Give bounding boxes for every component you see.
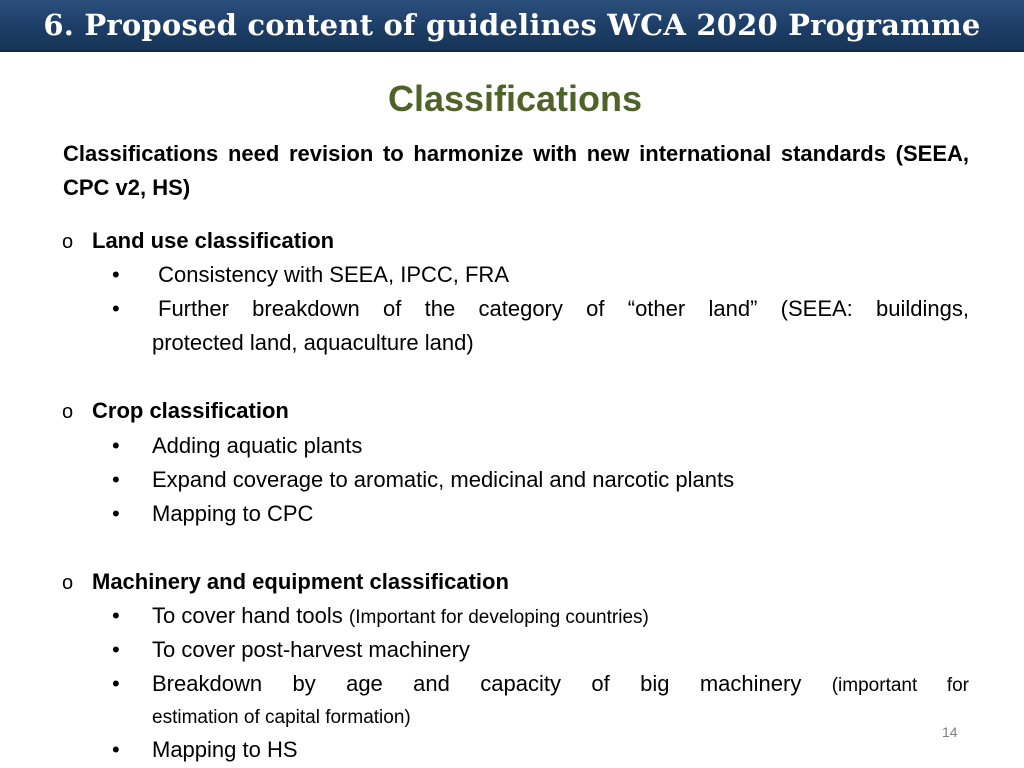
slide-title: 6. Proposed content of guidelines WCA 2020 Programme <box>43 8 981 42</box>
section-title: Classifications <box>387 78 643 119</box>
list-item-text: Further breakdown of the category of “other land” (SEEA: buildings, <box>158 296 969 321</box>
list-item-text <box>112 599 969 635</box>
list-item <box>112 497 969 531</box>
list-item-text: Mapping to CPC <box>152 501 314 526</box>
group-label: Crop classification <box>92 398 289 423</box>
bullet-icon: • <box>112 501 120 526</box>
group-label: Machinery and equipment classification <box>92 569 509 594</box>
list-item <box>112 258 969 292</box>
group-crop <box>62 394 289 429</box>
item-note: (important for <box>831 675 969 696</box>
list-item <box>112 292 969 360</box>
group-land-use <box>62 224 334 259</box>
list-item <box>112 633 969 667</box>
list-item <box>112 429 969 463</box>
list-item-text: Mapping to HS <box>152 737 298 762</box>
bullet-icon: • <box>112 296 120 321</box>
item-note: (Important for developing countries) <box>348 607 649 628</box>
bullet-icon: • <box>112 262 120 287</box>
circle-bullet-icon: o <box>62 231 74 253</box>
list-item-text <box>112 667 969 703</box>
list-item-continuation: estimation of capital formation) <box>152 707 411 728</box>
list-item-text: Consistency with SEEA, IPCC, FRA <box>152 262 509 287</box>
list-item <box>112 733 969 767</box>
group-label: Land use classification <box>92 228 335 253</box>
group-machinery <box>62 565 509 600</box>
intro-text: Classifications need revision to harmonize with new international standards (SEEA, CPC v2, HS) <box>63 141 969 200</box>
list-item-continuation: protected land, aquaculture land) <box>152 330 474 355</box>
bullet-icon: • <box>112 737 120 762</box>
circle-bullet-icon: o <box>62 572 74 594</box>
list-item <box>112 599 969 635</box>
bullet-icon: • <box>112 671 120 696</box>
page-number: 14 <box>942 724 958 740</box>
circle-bullet-icon: o <box>62 401 74 423</box>
bullet-icon: • <box>112 637 120 662</box>
item-main-text: To cover hand tools <box>152 603 349 628</box>
bullet-icon: • <box>112 467 120 492</box>
bullet-icon: • <box>112 603 120 628</box>
list-item-text: Expand coverage to aromatic, medicinal and narcotic plants <box>152 467 735 492</box>
list-item <box>112 463 969 497</box>
list-item-text: To cover post-harvest machinery <box>152 637 470 662</box>
list-item <box>112 667 969 733</box>
list-item-text: Adding aquatic plants <box>152 433 363 458</box>
bullet-icon: • <box>112 433 120 458</box>
item-main-text: Breakdown by age and capacity of big machinery <box>152 671 832 696</box>
title-bar <box>0 0 1024 52</box>
